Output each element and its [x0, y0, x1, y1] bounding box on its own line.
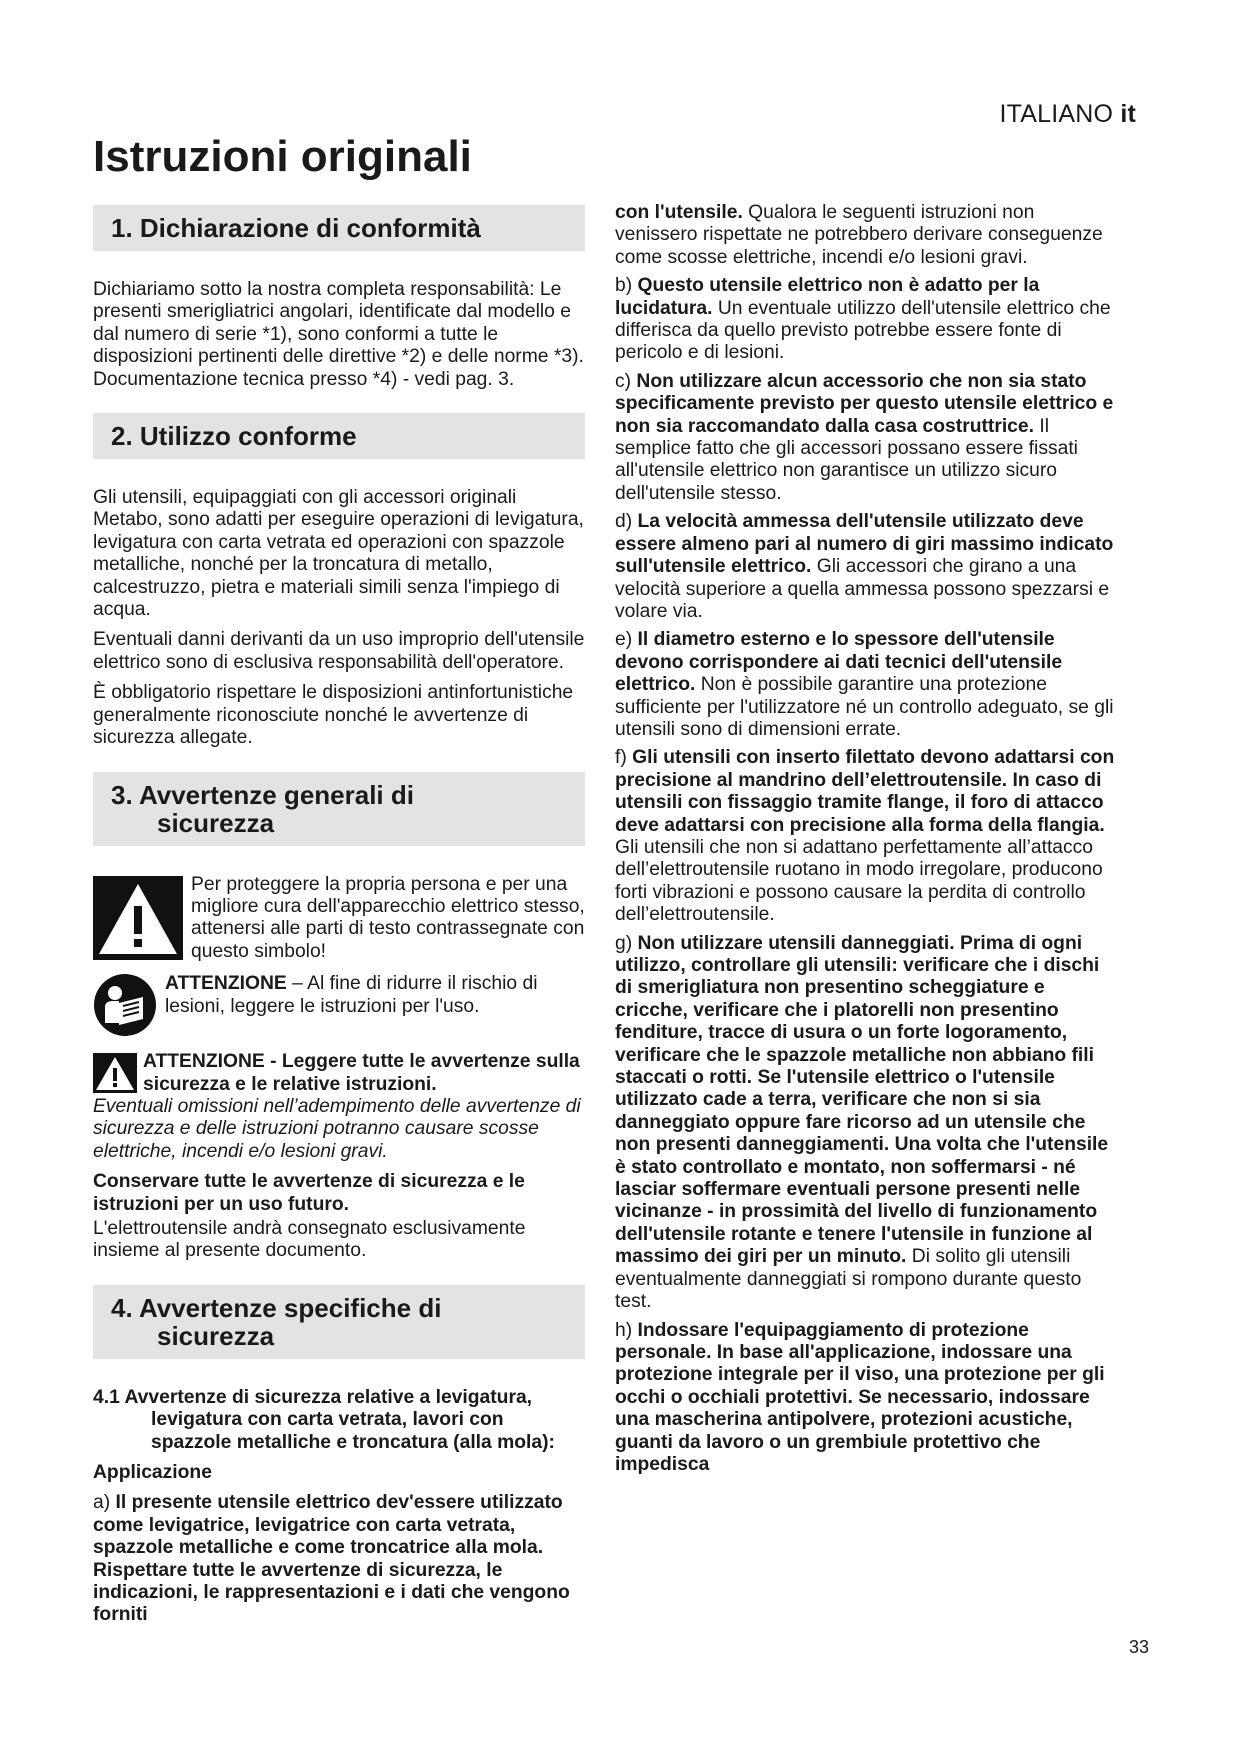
section-3-heading-line-1: 3. Avvertenze generali di	[111, 779, 414, 810]
read-all-warnings-block	[93, 1051, 585, 1163]
item-a-bold: Il presente utensile elettrico dev'essere utilizzato come levigatrice, levigatrice con carta vetrata, spazzole metalliche e come troncatrice alla mola. Rispettare tutte le avvertenze di sicurezza, le indicazioni, le rappresentazioni e i dati che vengono forniti	[93, 1492, 570, 1626]
section-4-heading-line-1: 4. Avvertenze specifiche di	[111, 1292, 442, 1323]
item-h	[615, 1320, 1115, 1477]
item-d-bold: La velocità ammessa dell'utensile utilizzato deve essere almeno pari al numero di giri massimo indicato sull'utensile elettrico.	[615, 511, 1114, 578]
item-a-cont-text: Qualora le seguenti istruzioni non venissero rispettate ne potrebbero derivare conseguenze come scosse elettriche, incendi e/o lesioni gravi.	[615, 202, 1103, 268]
left-column	[93, 205, 585, 1635]
page-title: Istruzioni originali	[93, 132, 472, 181]
item-d-text: Gli accessori che girano a una velocità superiore a quella ammessa possono spezzarsi e volare via.	[615, 556, 1110, 622]
item-b	[615, 275, 1115, 365]
item-a	[93, 1492, 585, 1626]
section-1-text: Dichiariamo sotto la nostra completa responsabilità: Le presenti smerigliatrici angolari, identificate dal modello e dal numero di serie *1), sono conformi a tutte le disposizioni pertinenti delle direttive *2) e delle norme *3). Documentazione tecnica presso *4) - vedi pag. 3.	[93, 279, 584, 390]
warning-symbol-text: Per proteggere la propria persona e per una migliore cura dell'apparecchio elettrico stesso, attenersi alle parti di testo contrassegnate con questo simbolo!	[191, 873, 585, 962]
item-b-bold: Questo utensile elettrico non è adatto per la lucidatura.	[615, 275, 1040, 319]
section-2-heading: 2. Utilizzo conforme	[93, 413, 585, 459]
attention-label: ATTENZIONE	[165, 973, 287, 995]
item-b-text: Un eventuale utilizzo dell'utensile elettrico che differisca da quello previsto potrebbe essere fonte di pericolo e di lesioni.	[615, 297, 1111, 364]
language-name: ITALIANO	[999, 100, 1114, 128]
language-code: it	[1120, 100, 1136, 128]
item-a-cont-bold: con l'utensile.	[615, 202, 743, 223]
item-g-prefix: g)	[615, 932, 638, 954]
attention-text: – Al fine di ridurre il rischio di lesioni, leggere le istruzioni per l'uso.	[165, 973, 538, 1017]
section-3-heading	[93, 772, 585, 846]
item-f	[615, 747, 1115, 926]
item-g-text: Di solito gli utensili eventualmente danneggiati si rompono durante questo test.	[615, 1246, 1082, 1313]
item-c-text: Il semplice fatto che gli accessori possano essere fissati all'utensile elettrico non garantisce un utilizzo sicuro dell'utensile stesso.	[615, 415, 1078, 504]
section-4-heading	[93, 1285, 585, 1359]
read-manual-icon	[93, 973, 157, 1037]
section-2-paragraph-2: Eventuali danni derivanti da un uso improprio dell'utensile elettrico sono di esclusiva responsabilità dell'operatore.	[93, 629, 585, 673]
item-f-bold: Gli utensili con inserto filettato devono adattarsi con precisione al mandrino dell’elettroutensile. In caso di utensili con fissaggio tramite flange, il foro di attacco deve adattarsi con precisione alla forma della flangia.	[615, 747, 1115, 836]
warning-symbol-block	[93, 874, 585, 964]
item-a-continued	[615, 202, 1115, 269]
item-h-bold: Indossare l'equipaggiamento di protezione personale. In base all'applicazione, indossare una protezione integrale per il viso, una protezione per gli occhi o occhiali protettivi. Se necessario, indossare una mascherina antipolvere, protezioni acustiche, guanti da lavoro o un grembiule protettivo che impedisca	[615, 1319, 1105, 1475]
item-e-text: Non è possibile garantire una protezione sufficiente per l'utilizzatore né un controllo adeguato, se gli utensili sono di dimensioni errate.	[615, 674, 1114, 740]
item-b-prefix: b)	[615, 275, 638, 297]
language-label	[1000, 100, 1137, 129]
item-e	[615, 629, 1115, 741]
section-3-heading-line-2: sicurezza	[157, 807, 275, 838]
item-h-prefix: h)	[615, 1319, 638, 1341]
application-heading: Applicazione	[93, 1462, 212, 1483]
item-a-prefix: a)	[93, 1492, 116, 1514]
item-g	[615, 933, 1115, 1314]
warning-triangle-icon	[93, 876, 183, 960]
read-warnings-italic: Eventuali omissioni nell’adempimento delle avvertenze di sicurezza e delle istruzioni potranno causare scosse elettriche, incendi e/o lesioni gravi.	[93, 1095, 581, 1162]
item-d-prefix: d)	[615, 511, 638, 533]
warning-triangle-small-icon	[93, 1053, 137, 1093]
read-manual-block	[93, 973, 585, 1037]
section-2-paragraph-3: È obbligatorio rispettare le disposizioni antinfortunistiche generalmente riconosciute nonché le avvertenze di sicurezza allegate.	[93, 682, 574, 749]
section-1-heading: 1. Dichiarazione di conformità	[93, 205, 585, 251]
item-c-prefix: c)	[615, 370, 637, 392]
read-warnings-bold: ATTENZIONE - Leggere tutte le avvertenze sulla sicurezza e le relative istruzioni.	[143, 1051, 580, 1095]
section-4-heading-line-2: sicurezza	[157, 1320, 275, 1351]
item-e-bold: Il diametro esterno e lo spessore dell'utensile devono corrispondere ai dati tecnici dell'utensile elettrico.	[615, 629, 1063, 696]
item-c	[615, 371, 1115, 505]
subsection-4-1-heading: 4.1 Avvertenze di sicurezza relative a levigatura, levigatura con carta vetrata, lavori con spazzole metalliche e troncatura (alla mola):	[93, 1386, 555, 1453]
item-c-bold: Non utilizzare alcun accessorio che non sia stato specificamente previsto per questo utensile elettrico e non sia raccomandato dalla casa costruttrice.	[615, 370, 1114, 437]
item-f-text: Gli utensili che non si adattano perfettamente all’attacco dell’elettroutensile ruotano in modo irregolare, producono forti vibrazioni e possono causare la perdita di controllo dell’elettroutensile.	[615, 836, 1103, 926]
keep-instructions-text: L'elettroutensile andrà consegnato esclusivamente insieme al presente documento.	[93, 1217, 526, 1262]
page-number: 33	[1128, 1637, 1149, 1657]
item-f-prefix: f)	[615, 747, 633, 769]
item-e-prefix: e)	[615, 629, 638, 651]
item-d	[615, 511, 1115, 623]
item-g-bold: Non utilizzare utensili danneggiati. Prima di ogni utilizzo, controllare gli utensili: verificare che i dischi di smerigliatura non presentino scheggiature e cricche, verificare che i platorelli non presentino fenditure, tracce di usura o un forte logoramento, verificare che le spazzole metalliche non abbiano fili staccati o rotti. Se l'utensile elettrico o l'utensile utilizzato cade a terra, verificare che non si sia danneggiato oppure fare ricorso ad un utensile che non presenti danneggiamenti. Una volta che l'utensile è stato controllato e montato, non soffermarsi - né lasciar soffermare eventuali persone presenti nelle vicinanze - in prossimità del livello di funzionamento dell'utensile rotante e tenere l'utensile in funzione al massimo dei giri per un minuto.	[615, 932, 1109, 1268]
right-column	[615, 202, 1115, 1482]
section-2-paragraph-1: Gli utensili, equipaggiati con gli accessori originali Metabo, sono adatti per eseguire operazioni di levigatura, levigatura con carta vetrata ed operazioni con spazzole metalliche, nonché per la troncatura di metallo, calcestruzzo, pietra e materiali simili senza l'impiego di acqua.	[93, 487, 584, 621]
keep-instructions-bold: Conservare tutte le avvertenze di sicurezza e le istruzioni per un uso futuro.	[93, 1171, 525, 1215]
